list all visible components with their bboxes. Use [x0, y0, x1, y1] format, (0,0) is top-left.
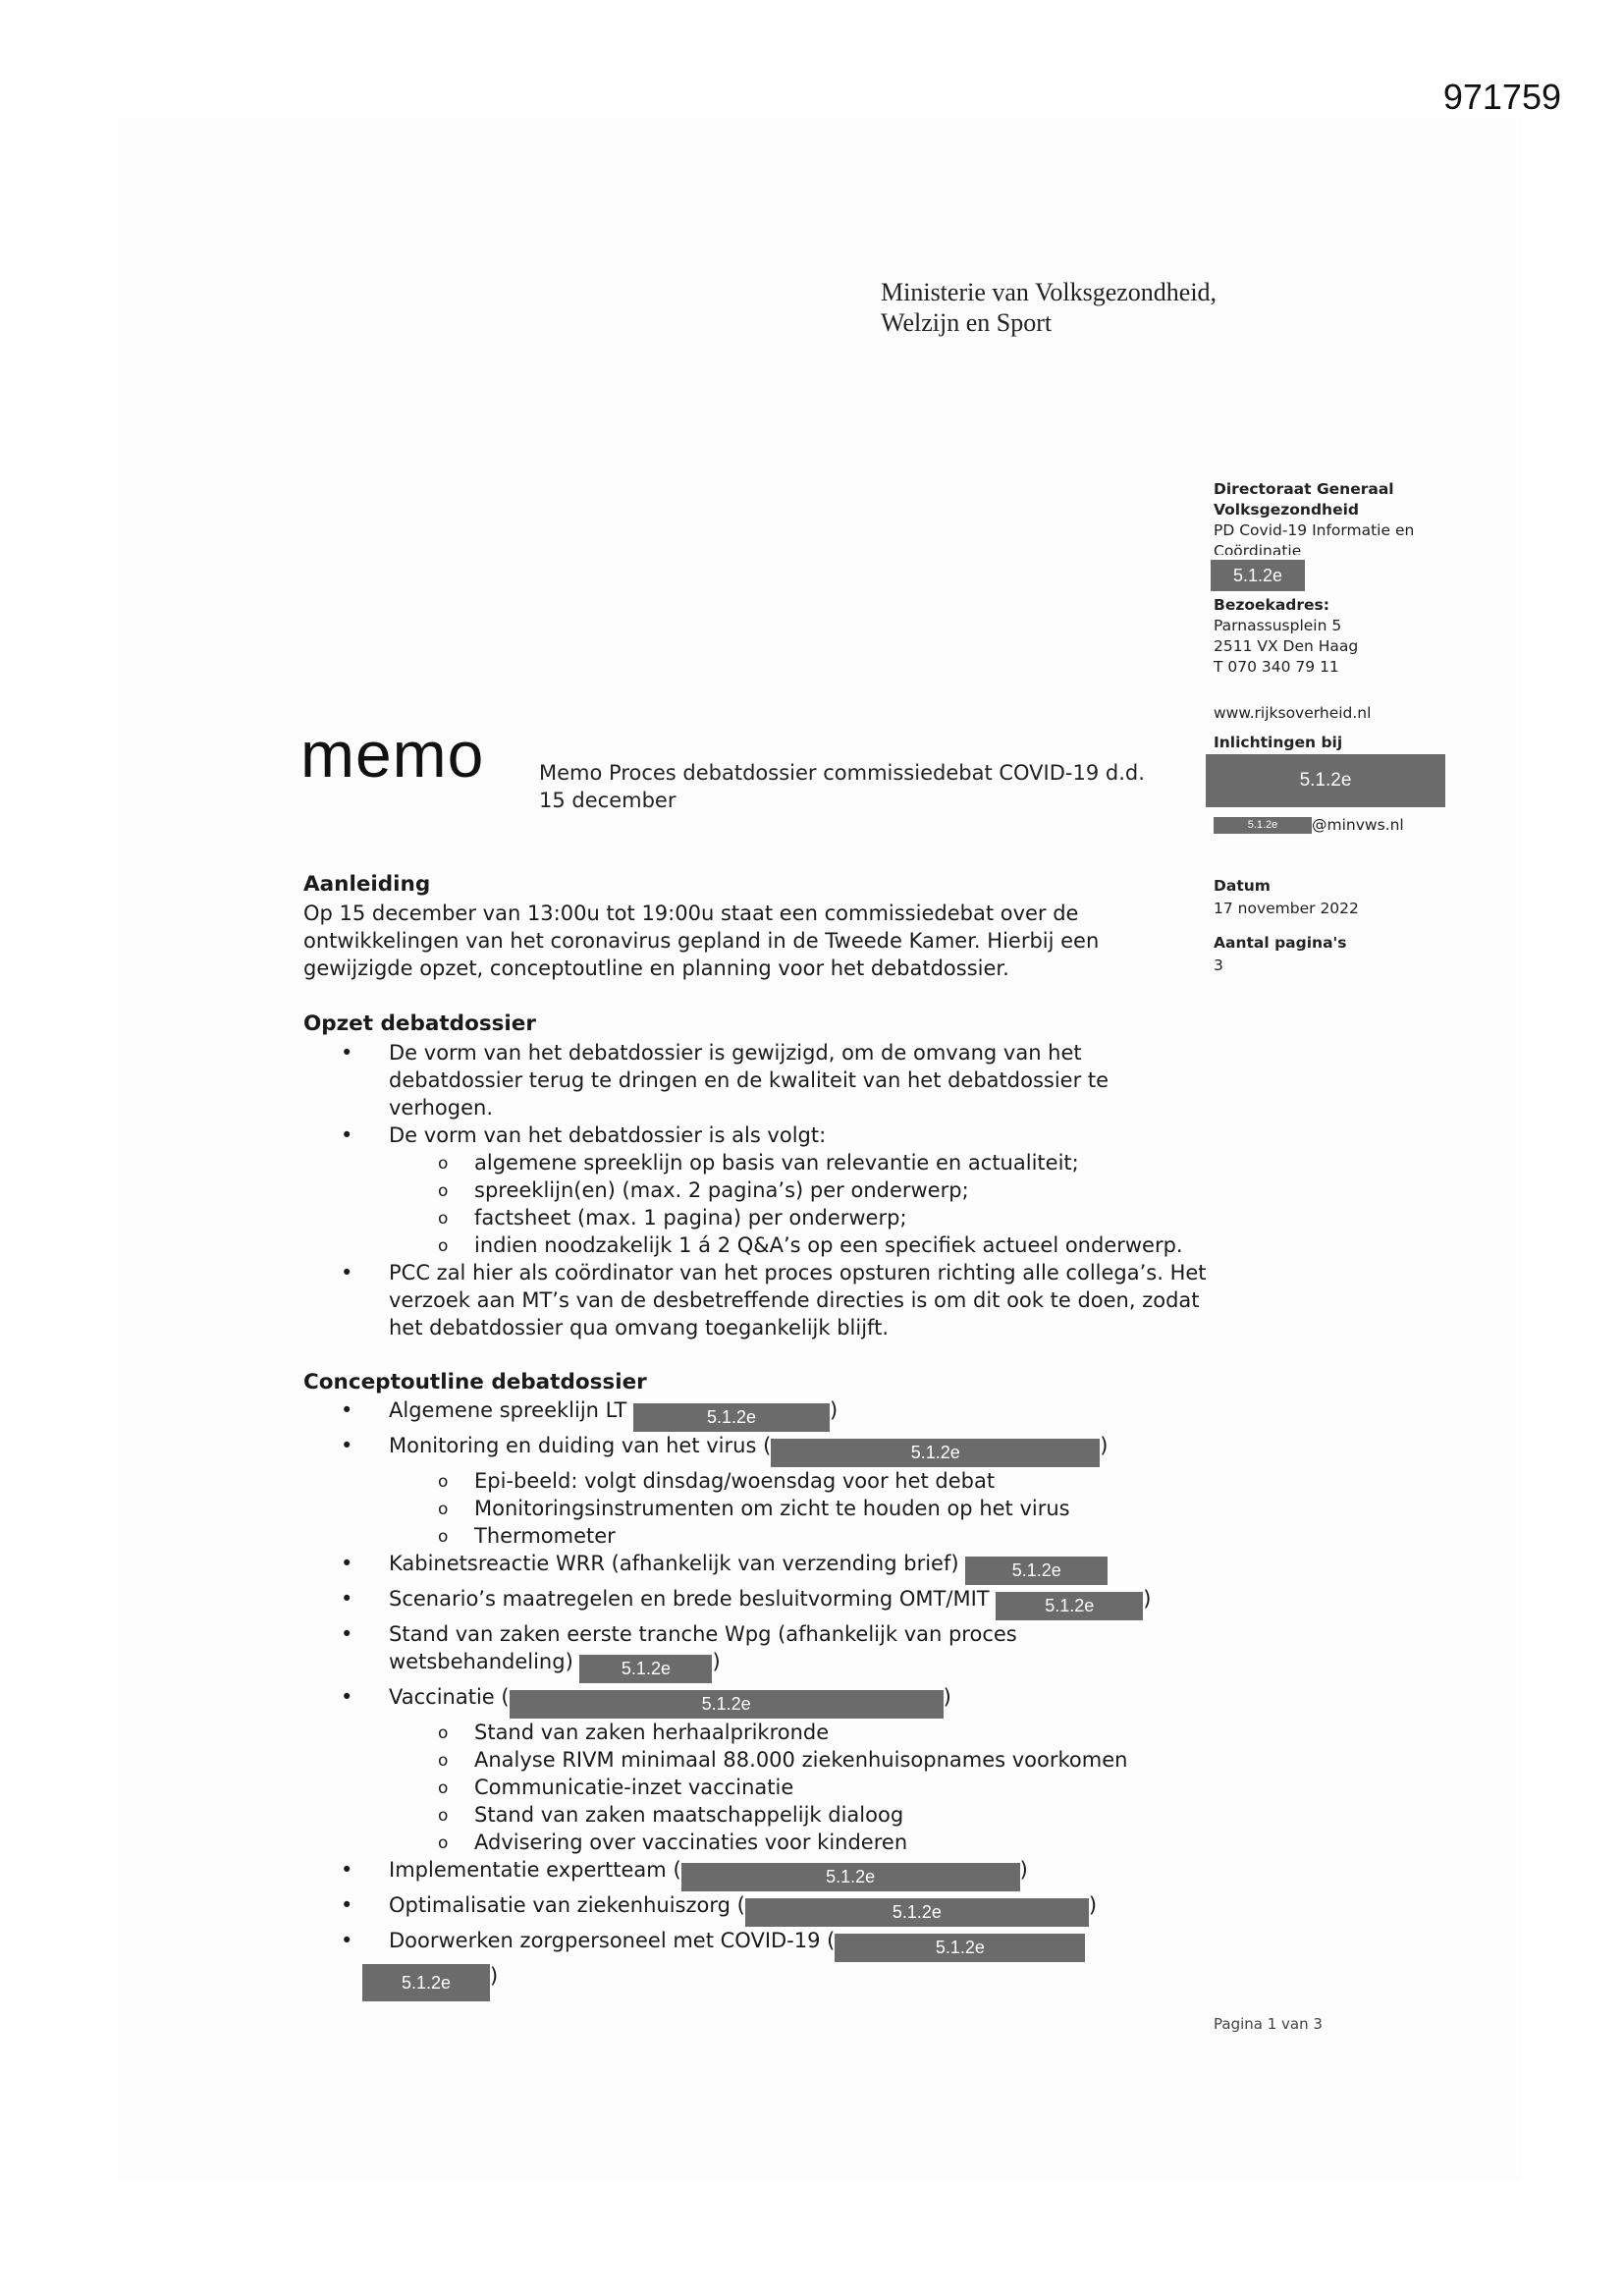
- redaction-box: 5.1.2e: [681, 1863, 1020, 1891]
- sidebar-phone: T 070 340 79 11: [1214, 658, 1339, 676]
- ministry-line-1: Ministerie van Volksgezondheid,: [881, 278, 1218, 306]
- sidebar-date-label: Datum: [1214, 877, 1271, 895]
- paren: ): [1088, 1893, 1098, 1917]
- sidebar-email-suffix: @minvws.nl: [1312, 816, 1404, 834]
- list-item: [303, 1039, 1207, 1121]
- redaction-box: 5.1.2e: [745, 1898, 1089, 1927]
- sub-list-item: o Communicatie-inzet vaccinatie: [389, 1774, 1207, 1801]
- redaction-box: 5.1.2e: [996, 1592, 1143, 1620]
- redaction-box: 5.1.2e: [510, 1690, 944, 1719]
- section-opzet: [303, 1010, 1207, 1341]
- section-conceptoutline: [303, 1369, 1207, 2001]
- sidebar-dept-line1: PD Covid-19 Informatie en: [1214, 521, 1415, 539]
- sidebar-info-redaction: [1206, 754, 1445, 807]
- section-heading: Opzet debatdossier: [303, 1011, 536, 1036]
- sidebar-date: [1214, 876, 1359, 976]
- sub-list-item: o factsheet (max. 1 pagina) per onderwerp;: [389, 1204, 1207, 1231]
- list-item-text: De vorm van het debatdossier is als volgt:: [389, 1123, 827, 1147]
- redaction-box: 5.1.2e: [771, 1439, 1100, 1467]
- sub-list-item: o Monitoringsinstrumenten om zicht te houden op het virus: [389, 1495, 1207, 1522]
- list-item: [303, 1927, 1207, 1962]
- sidebar-redaction-1: [1211, 560, 1305, 591]
- paren: (: [673, 1858, 681, 1882]
- sidebar-pages-value: 3: [1214, 957, 1223, 974]
- sidebar-street: Parnassusplein 5: [1214, 617, 1342, 634]
- redaction-box: 5.1.2e: [633, 1403, 830, 1432]
- document-id: 971759: [1442, 77, 1561, 117]
- list-item-text: Kabinetsreactie WRR (afhankelijk van verzending brief): [389, 1552, 959, 1575]
- sidebar-website: www.rijksoverheid.nl: [1214, 704, 1372, 722]
- list-item: [303, 1259, 1207, 1341]
- paren: (: [827, 1929, 836, 1952]
- sidebar-info-label: [1214, 733, 1342, 753]
- subject-line-2: 15 december: [539, 789, 677, 812]
- redaction-box: 5.1.2e: [1214, 817, 1312, 834]
- ministry-line-2: Welzijn en Sport: [881, 308, 1053, 337]
- sub-list: [389, 1719, 1207, 1856]
- list-item: [303, 1396, 1207, 1432]
- paren: ): [490, 1964, 499, 1988]
- subject-line-1: Memo Proces debatdossier commissiedebat COVID-19 d.d.: [539, 761, 1145, 785]
- list-item-text: Optimalisatie van ziekenhuiszorg: [389, 1893, 731, 1917]
- sub-list-item: o algemene spreeklijn op basis van relevantie en actualiteit;: [389, 1149, 1207, 1176]
- sub-list-item: o indien noodzakelijk 1 á 2 Q&A’s op een specifiek actueel onderwerp.: [389, 1231, 1207, 1259]
- list-item-text: Vaccinatie: [389, 1685, 495, 1709]
- redaction-box: 5.1.2e: [1206, 754, 1445, 807]
- sidebar-pages-label: Aantal pagina's: [1214, 934, 1347, 952]
- bullet-list: [303, 1396, 1207, 1962]
- sidebar-date-value: 17 november 2022: [1214, 900, 1359, 917]
- sub-list-item: o spreeklijn(en) (max. 2 pagina’s) per onderwerp;: [389, 1176, 1207, 1204]
- paren: ): [1100, 1434, 1109, 1457]
- sub-list-item: o Thermometer: [389, 1522, 1207, 1550]
- sidebar-visit-address: [1214, 595, 1358, 678]
- sub-list-item: o Stand van zaken herhaalprikronde: [389, 1719, 1207, 1746]
- sub-list-item: o Stand van zaken maatschappelijk dialoog: [389, 1801, 1207, 1829]
- list-item: [303, 1856, 1207, 1891]
- paren: (: [501, 1685, 510, 1709]
- sidebar-dg-line1: Directoraat Generaal: [1214, 480, 1394, 498]
- sidebar-info-label-text: Inlichtingen bij: [1214, 734, 1343, 751]
- sidebar-dept-line2: Coördinatie: [1214, 542, 1302, 555]
- sidebar-department: [1214, 479, 1414, 555]
- list-item: [303, 1891, 1207, 1927]
- list-item-text: Doorwerken zorgpersoneel met COVID-19: [389, 1929, 821, 1952]
- section-heading: Conceptoutline debatdossier: [303, 1370, 647, 1394]
- section-heading: Aanleiding: [303, 872, 431, 897]
- paren: ): [830, 1398, 839, 1422]
- memo-heading: memo: [300, 718, 485, 791]
- list-item: [303, 1620, 1207, 1683]
- sub-list-item: o Advisering over vaccinaties voor kinderen: [389, 1829, 1207, 1856]
- paren: ): [712, 1650, 721, 1673]
- redaction-box: 5.1.2e: [965, 1557, 1108, 1585]
- redaction-box: 5.1.2e: [835, 1934, 1085, 1962]
- page-footer: Pagina 1 van 3: [1214, 2015, 1323, 2033]
- sub-list: [389, 1149, 1207, 1259]
- redaction-box: 5.1.2e: [362, 1964, 490, 2001]
- sidebar-visit-label: Bezoekadres:: [1214, 596, 1329, 614]
- redaction-box: 5.1.2e: [1211, 560, 1305, 591]
- memo-body: [303, 870, 1207, 2001]
- sidebar-dg-line2: Volksgezondheid: [1214, 501, 1360, 519]
- ministry-logo-text: [881, 277, 1217, 338]
- list-item-text: Scenario’s maatregelen en brede besluitvorming OMT/MIT: [389, 1587, 990, 1611]
- bullet-list: [303, 1039, 1207, 1341]
- paragraph: Op 15 december van 13:00u tot 19:00u staat een commissiedebat over de ontwikkelingen van het coronavirus gepland in de Tweede Kamer. Hierbij een gewijzigde opzet, conceptoutline en planning voor het debatdossier.: [303, 902, 1100, 980]
- list-item: [303, 1550, 1207, 1585]
- list-item-text: Implementatie expertteam: [389, 1858, 667, 1882]
- list-item: [303, 1683, 1207, 1856]
- section-aanleiding: [303, 870, 1207, 982]
- list-item: [303, 1432, 1207, 1550]
- paren: (: [736, 1893, 745, 1917]
- paren: ): [943, 1685, 951, 1709]
- list-item-text: Stand van zaken eerste tranche Wpg (afhankelijk van proces wetsbehandeling): [389, 1622, 1017, 1673]
- list-item-text: Monitoring en duiding van het virus: [389, 1434, 757, 1457]
- list-item-text: De vorm van het debatdossier is gewijzigd, om de omvang van het debatdossier terug te dringen en de kwaliteit van het debatdossier te verhogen.: [389, 1041, 1110, 1120]
- paren: ): [1143, 1587, 1152, 1611]
- memo-subject: [539, 759, 1187, 814]
- sub-list: [389, 1467, 1207, 1550]
- sidebar-email: [1214, 815, 1404, 836]
- list-item-text: PCC zal hier als coördinator van het proces opsturen richting alle collega’s. Het verzoek aan MT’s van de desbetreffende directies is om dit ook te doen, zodat het debatdossier qua omvang toegankelijk blijft.: [389, 1261, 1207, 1339]
- continuation-line: [362, 1962, 1207, 2001]
- redaction-box: 5.1.2e: [579, 1655, 712, 1683]
- paren: ): [1019, 1858, 1028, 1882]
- paren: (: [763, 1434, 772, 1457]
- sidebar-postal: 2511 VX Den Haag: [1214, 637, 1359, 655]
- list-item-text: Algemene spreeklijn LT: [389, 1398, 627, 1422]
- sub-list-item: o Epi-beeld: volgt dinsdag/woensdag voor het debat: [389, 1467, 1207, 1495]
- list-item: [303, 1121, 1207, 1259]
- sub-list-item: o Analyse RIVM minimaal 88.000 ziekenhuisopnames voorkomen: [389, 1746, 1207, 1774]
- list-item: [303, 1585, 1207, 1620]
